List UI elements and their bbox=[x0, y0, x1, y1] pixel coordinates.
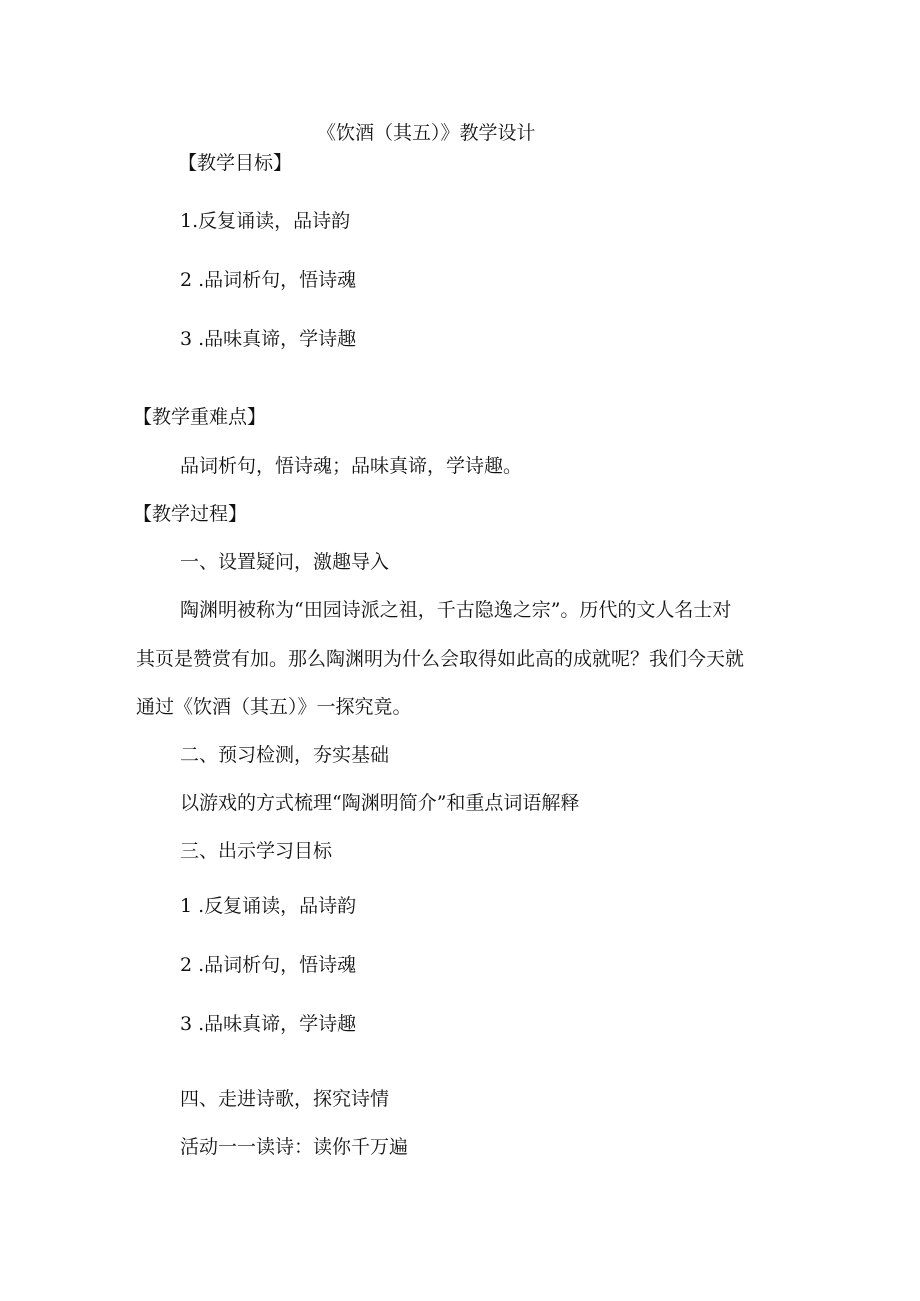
section-1-line-3: 通过《饮酒（其五）》一探究竟。 bbox=[136, 696, 412, 718]
section-1-heading: 一、设置疑问，激趣导入 bbox=[180, 551, 390, 573]
section-2-text: 以游戏的方式梳理“陶渊明简介”和重点词语解释 bbox=[180, 792, 580, 814]
section-1-line-2: 其页是赞赏有加。那么陶渊明为什么会取得如此高的成就呢？我们今天就 bbox=[136, 648, 745, 670]
objective-item-2: 2 .品词析句，悟诗魂 bbox=[180, 269, 357, 291]
section-3-heading: 三、出示学习目标 bbox=[180, 840, 333, 862]
objective-item-3: 3 .品味真谛，学诗趣 bbox=[180, 328, 357, 350]
document-title: 《饮酒（其五）》教学设计 bbox=[317, 122, 536, 144]
process-heading: 【教学过程】 bbox=[133, 503, 248, 525]
section-3-item-3: 3 .品味真谛，学诗趣 bbox=[180, 1013, 357, 1035]
section-3-item-1: 1 .反复诵读，品诗韵 bbox=[180, 895, 357, 917]
section-3-item-2: 2 .品词析句，悟诗魂 bbox=[180, 954, 357, 976]
objectives-heading: 【教学目标】 bbox=[178, 152, 293, 174]
section-1-line-1: 陶渊明被称为“田园诗派之祖，千古隐逸之宗”。历代的文人名士对 bbox=[180, 599, 732, 621]
section-4-heading: 四、走进诗歌，探究诗情 bbox=[180, 1088, 390, 1110]
objective-item-1: 1.反复诵读，品诗韵 bbox=[180, 210, 351, 232]
key-points-text: 品词析句，悟诗魂；品味真谛，学诗趣。 bbox=[180, 455, 523, 477]
section-2-heading: 二、预习检测，夯实基础 bbox=[180, 744, 390, 766]
section-4-activity: 活动一一读诗：读你千万遍 bbox=[180, 1136, 409, 1158]
key-points-heading: 【教学重难点】 bbox=[133, 406, 267, 428]
